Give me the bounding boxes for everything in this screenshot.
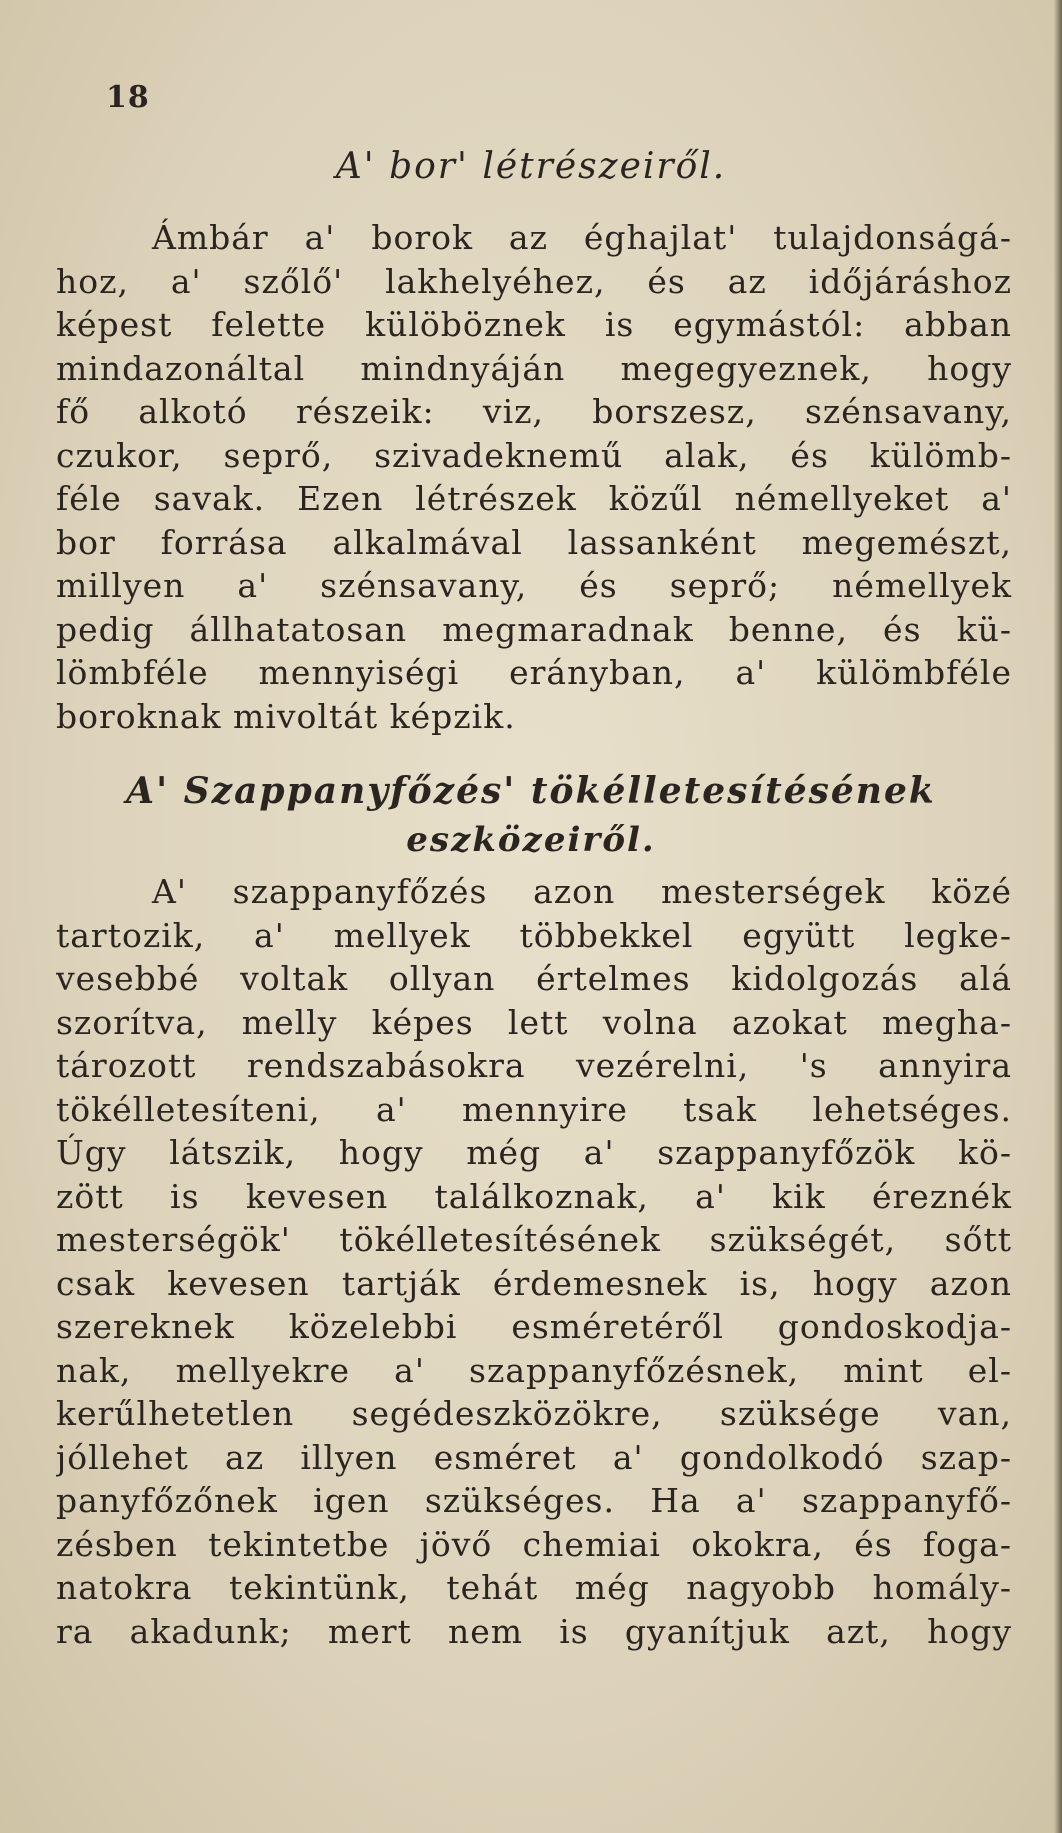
text-line: tökélletesíteni, a' mennyire tsak lehetséges. (56, 1089, 1012, 1129)
text-line: A' szappanyfőzés azon mesterségek közé (152, 872, 1012, 911)
text-line: Úgy látszik, hogy még a' szappanyfőzök kö- (56, 1133, 1012, 1172)
text-line: panyfőzőnek igen szükséges. Ha a' szappanyfő- (56, 1481, 1012, 1520)
text-line: czukor, seprő, szivadeknemű alak, és külömb- (56, 435, 1012, 475)
text-line: nak, mellyekre a' szappanyfőzésnek, mint el- (56, 1350, 1012, 1390)
text-line: kerűlhetetlen segédeszközökre, szüksége van, (56, 1394, 1012, 1433)
text-line: tározott rendszabásokra vezérelni, 's annyira (56, 1046, 1012, 1085)
text-line: féle savak. Ezen létrészek közűl némellyeket a' (56, 479, 1012, 518)
text-line: pedig állhatatosan megmaradnak benne, és kü- (56, 609, 1012, 649)
text-line: hoz, a' szőlő' lakhelyéhez, és az időjáráshoz (56, 261, 1012, 301)
text-line: mesterségök' tökélletesítésének szükségét, sőtt (56, 1220, 1012, 1259)
text-line: fő alkotó részeik: viz, borszesz, szénsavany, (56, 392, 1012, 431)
page-number: 18 (106, 80, 150, 115)
text-line: millyen a' szénsavany, és seprő; némellyek (56, 566, 1012, 605)
section-heading-soap-line1: A' Szappanyfőzés' tökélletesítésének (126, 770, 936, 812)
text-line: zésben tekintetbe jövő chemiai okokra, és foga- (56, 1524, 1012, 1564)
page-edge-shadow (1054, 0, 1062, 1833)
text-line: szorítva, melly képes lett volna azokat megha- (56, 1002, 1012, 1042)
text-line: tartozik, a' mellyek többekkel együtt legke- (56, 915, 1012, 955)
text-line: mindazonáltal mindnyáján megegyeznek, hogy (56, 348, 1012, 388)
section-heading-wine: A' bor' létrészeiről. (335, 146, 727, 187)
paragraph-wine (56, 216, 1012, 738)
text-line: bor forrása alkalmával lassanként megemészt, (56, 522, 1012, 562)
text-line: vesebbé voltak ollyan értelmes kidolgozás alá (56, 959, 1012, 998)
text-line: ra akadunk; mert nem is gyanítjuk azt, hogy (56, 1611, 1012, 1651)
text-line: szereknek közelebbi esméretéről gondoskodja- (56, 1307, 1012, 1346)
text-line: natokra tekintünk, tehát még nagyobb homály- (56, 1568, 1012, 1607)
text-line: zött is kevesen találkoznak, a' kik éreznék (56, 1176, 1012, 1216)
paragraph-soap (56, 870, 1012, 1653)
text-line: képest felette külöböznek is egymástól: abban (56, 305, 1012, 344)
text-line: csak kevesen tartják érdemesnek is, hogy azon (56, 1263, 1012, 1303)
text-line: Ámbár a' borok az éghajlat' tulajdonságá- (152, 218, 1012, 257)
text-line: lömbféle mennyiségi erányban, a' külömbféle (56, 653, 1012, 692)
text-line: jóllehet az illyen esméret a' gondolkodó szap- (56, 1437, 1012, 1477)
text-line: boroknak mivoltát képzik. (56, 696, 516, 736)
section-heading-soap-line2: eszközeiről. (406, 820, 656, 860)
